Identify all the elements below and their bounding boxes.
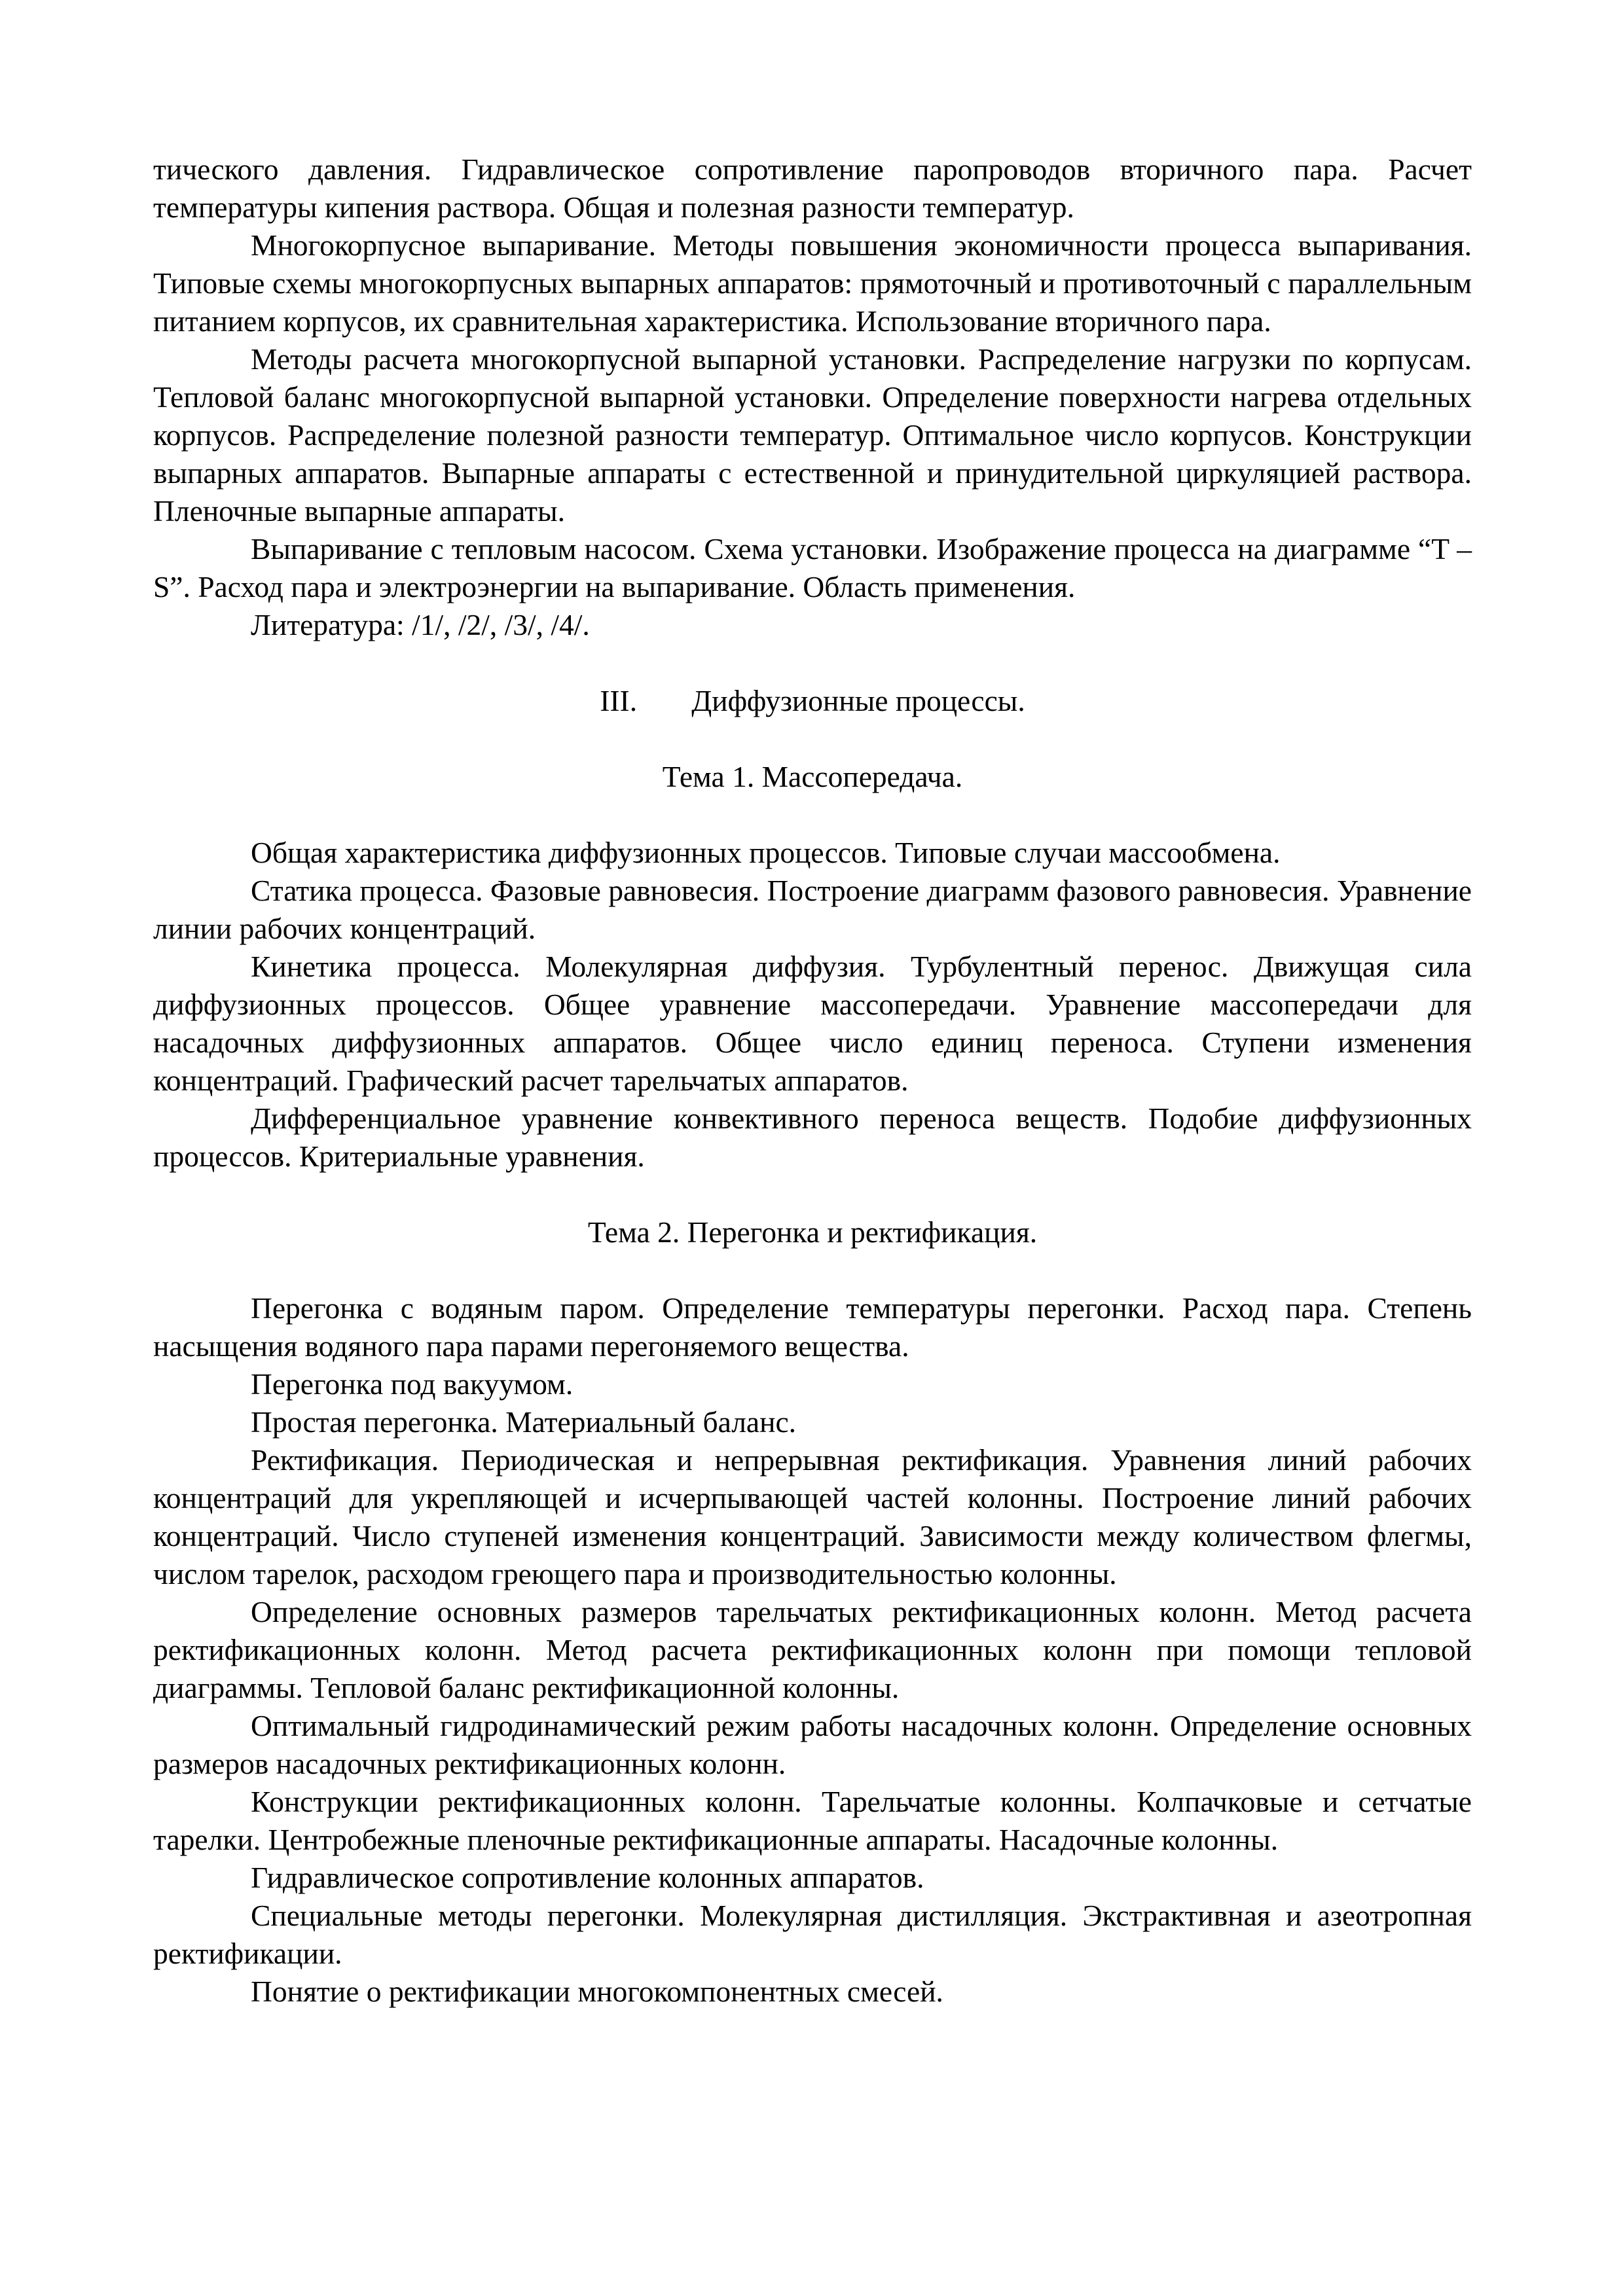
- paragraph-topic1-3: Кинетика процесса. Молекулярная диффузия. Турбулентный перенос. Движущая сила диффузионных процессов. Общее уравнение массопередачи. Уравнение массопередачи для насадочных диффузионных аппаратов. Общее число единиц переноса. Ступени изменения концентраций. Графический расчет тарельчатых аппаратов.: [153, 950, 1472, 1097]
- paragraph-evaporation-3: Методы расчета многокорпусной выпарной установки. Распределение нагрузки по корпусам. Тепловой баланс многокорпусной выпарной установки. Определение поверхности нагрева отдельных корпусов. Распределение полезной разности температур. Оптимальное число корпусов. Конструкции выпарных аппаратов. Выпарные аппараты с естественной и принудительной циркуляцией раствора. Пленочные выпарные аппараты.: [153, 342, 1472, 528]
- spacer: [153, 1175, 1472, 1213]
- paragraph-topic1-1: Общая характеристика диффузионных процессов. Типовые случаи массообмена.: [251, 836, 1281, 869]
- literature-reference: Литература: /1/, /2/, /3/, /4/.: [251, 608, 590, 641]
- paragraph-topic2-2: Перегонка под вакуумом.: [251, 1367, 574, 1401]
- paragraph-evaporation-2: Многокорпусное выпаривание. Методы повышения экономичности процесса выпаривания. Типовые схемы многокорпусных выпарных аппаратов: прямоточный и противоточный с параллельным питанием корпусов, их сравнительная характеристика. Использование вторичного пара.: [153, 228, 1472, 338]
- paragraph-topic2-10: Понятие о ректификации многокомпонентных смесей.: [251, 1975, 943, 2008]
- paragraph-topic2-8: Гидравлическое сопротивление колонных аппаратов.: [251, 1861, 924, 1894]
- spacer: [153, 644, 1472, 682]
- section-title: Диффузионные процессы.: [691, 684, 1025, 717]
- paragraph-topic2-1: Перегонка с водяным паром. Определение температуры перегонки. Расход пара. Степень насыщения водяного пара парами перегоняемого вещества.: [153, 1291, 1472, 1363]
- paragraph-topic2-5: Определение основных размеров тарельчатых ректификационных колонн. Метод расчета ректификационных колонн. Метод расчета ректификационных колонн при помощи тепловой диаграммы. Тепловой баланс ректификационной колонны.: [153, 1595, 1472, 1704]
- paragraph-topic2-7: Конструкции ректификационных колонн. Тарельчатые колонны. Колпачковые и сетчатые тарелки. Центробежные пленочные ректификационные аппараты. Насадочные колонны.: [153, 1785, 1472, 1856]
- paragraph-topic2-9: Специальные методы перегонки. Молекулярная дистилляция. Экстрактивная и азеотропная ректификации.: [153, 1899, 1472, 1970]
- paragraph-topic1-4: Дифференциальное уравнение конвективного переноса веществ. Подобие диффузионных процессов. Критериальные уравнения.: [153, 1102, 1472, 1173]
- paragraph-topic2-6: Оптимальный гидродинамический режим работы насадочных колонн. Определение основных размеров насадочных ректификационных колонн.: [153, 1709, 1472, 1780]
- topic-1-title: Тема 1. Массопередача.: [662, 760, 963, 793]
- paragraph-topic2-3: Простая перегонка. Материальный баланс.: [251, 1405, 797, 1439]
- spacer: [153, 720, 1472, 758]
- spacer: [153, 1251, 1472, 1289]
- section-heading: [153, 682, 1472, 720]
- paragraph-evaporation-4: Выпаривание с тепловым насосом. Схема установки. Изображение процесса на диаграмме “T – S”. Расход пара и электроэнергии на выпаривание. Область применения.: [153, 532, 1472, 603]
- paragraph-evaporation-1: тического давления. Гидравлическое сопротивление паропроводов вторичного пара. Расчет температуры кипения раствора. Общая и полезная разности температур.: [153, 152, 1472, 224]
- spacer: [153, 796, 1472, 834]
- paragraph-topic2-4: Ректификация. Периодическая и непрерывная ректификация. Уравнения линий рабочих концентраций для укрепляющей и исчерпывающей частей колонны. Построение линий рабочих концентраций. Число ступеней изменения концентраций. Зависимости между количеством флегмы, числом тарелок, расходом греющего пара и производительностью колонны.: [153, 1443, 1472, 1590]
- document-page: [153, 151, 1472, 2011]
- section-number: III.: [600, 684, 638, 717]
- paragraph-topic1-2: Статика процесса. Фазовые равновесия. Построение диаграмм фазового равновесия. Уравнение линии рабочих концентраций.: [153, 874, 1472, 945]
- topic-2-title: Тема 2. Перегонка и ректификация.: [587, 1215, 1038, 1249]
